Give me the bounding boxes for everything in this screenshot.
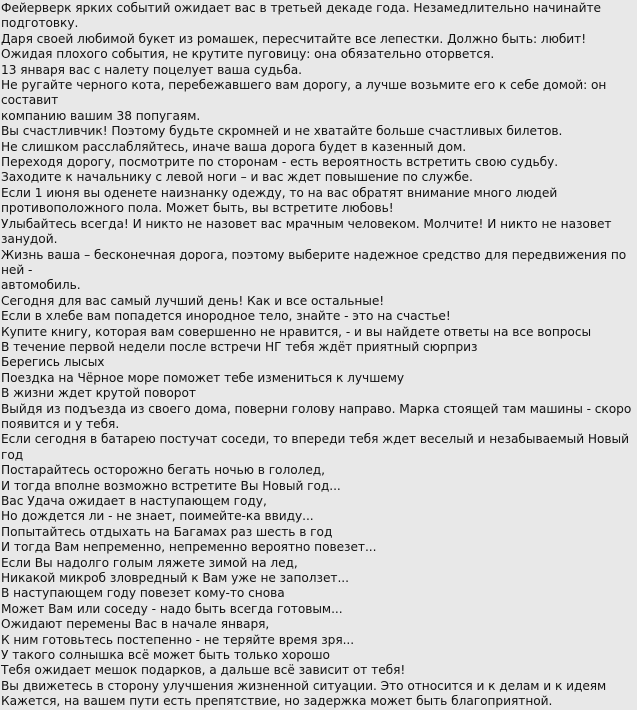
text-line: Жизнь ваша – бесконечная дорога, поэтому выберите надежное средство для передвижения по ней - — [1, 247, 631, 277]
text-line: К ним готовьтесь постепенно - не теряйте время зря... — [1, 632, 355, 647]
text-line: Переходя дорогу, посмотрите по сторонам - есть вероятность встретить свою судьбу. — [1, 155, 559, 170]
text-line: В течение первой недели после встречи НГ тебя ждёт приятный сюрприз — [1, 339, 478, 354]
text-line: Тебя ожидает мешок подарков, а дальше всё зависит от тебя! — [1, 663, 406, 678]
text-line: Вы счастливчик! Поэтому будьте скромней и не хватайте больше счастливых билетов. — [1, 124, 563, 139]
text-line: появится и у тебя. — [1, 416, 120, 431]
text-line: автомобиль. — [1, 278, 81, 293]
text-line: У такого солнышка всё может быть только хорошо — [1, 648, 330, 663]
text-line: Если Вы надолго голым ляжете зимой на лед, — [1, 555, 298, 570]
text-line: подготовку. — [1, 16, 79, 31]
text-line: Может Вам или соседу - надо быть всегда готовым... — [1, 601, 343, 616]
text-line: Если сегодня в батарею постучат соседи, то впереди тебя ждет веселый и незабываемый Новый год — [1, 432, 633, 462]
text-line: Заходите к начальнику с левой ноги – и вас ждет повышение по службе. — [1, 170, 473, 185]
text-line: Не ругайте черного кота, перебежавшего вам дорогу, а лучше возьмите его к себе домой: он составит — [1, 78, 611, 108]
text-line: Попытайтесь отдыхать на Багамах раз шесть в год — [1, 524, 333, 539]
text-line: Поездка на Чёрное море поможет тебе измениться к лучшему — [1, 370, 405, 385]
text-line: Ожидая плохого события, не крутите пуговицу: она обязательно оторвется. — [1, 47, 495, 62]
text-line: Улыбайтесь всегда! И никто не назовет вас мрачным человеком. Молчите! И никто не назовет занудой. — [1, 216, 616, 247]
text-line: Не слишком расслабляйтесь, иначе ваша дорога будет в казенный дом. — [1, 139, 467, 154]
text-line: компанию вашим 38 попугаям. — [1, 108, 201, 123]
text-line: Никакой микроб зловредный к Вам уже не заползет... — [1, 571, 349, 586]
text-line: Кажется, на вашем пути есть препятствие, но задержка может быть благоприятной. — [1, 694, 553, 709]
text-line: Купите книгу, которая вам совершенно не нравится, - и вы найдете ответы на все вопросы — [1, 324, 592, 339]
text-line: Но дождется ли - не знает, поимейте-ка ввиду... — [1, 509, 314, 524]
text-line: Сегодня для вас самый лучший день! Как и все остальные! — [1, 293, 385, 308]
text-line: Вы движетесь в сторону улучшения жизненной ситуации. Это относится и к делам и к идеям — [1, 678, 607, 693]
text-line: Вас Удача ожидает в наступающем году, — [1, 494, 267, 508]
text-line: Выйдя из подъезда из своего дома, поверни голову направо. Марка стоящей там машины - скоро — [1, 401, 632, 416]
text-line: Ожидают перемены Вас в начале января, — [1, 617, 270, 632]
text-line: В наступающем году повезет кому-то снова — [1, 586, 285, 601]
text-line: В жизни ждет крутой поворот — [1, 386, 196, 401]
text-line: И тогда вполне возможно встретите Вы Новый год... — [1, 478, 341, 493]
text-line: И тогда Вам непременно, непременно вероятно повезет... — [1, 540, 377, 555]
text-line: Берегись лысых — [1, 355, 105, 370]
text-line: Даря своей любимой букет из ромашек, пересчитайте все лепестки. Должно быть: любит! — [1, 31, 587, 46]
text-line: Фейерверк ярких событий ожидает вас в третьей декаде года. Незамедлительно начинайте — [1, 1, 601, 15]
text-block — [1, 1, 637, 710]
text-line: Постарайтесь осторожно бегать ночью в гололед, — [1, 463, 325, 478]
text-line: Если в хлебе вам попадется инородное тело, знайте - это на счастье! — [1, 309, 451, 324]
text-line: 13 января вас с налету поцелует ваша судьба. — [1, 62, 303, 77]
text-line: Если 1 июня вы оденете наизнанку одежду, то на вас обратят внимание много людей — [1, 185, 558, 200]
text-line: противоположного пола. Может быть, вы встретите любовь! — [1, 201, 394, 216]
